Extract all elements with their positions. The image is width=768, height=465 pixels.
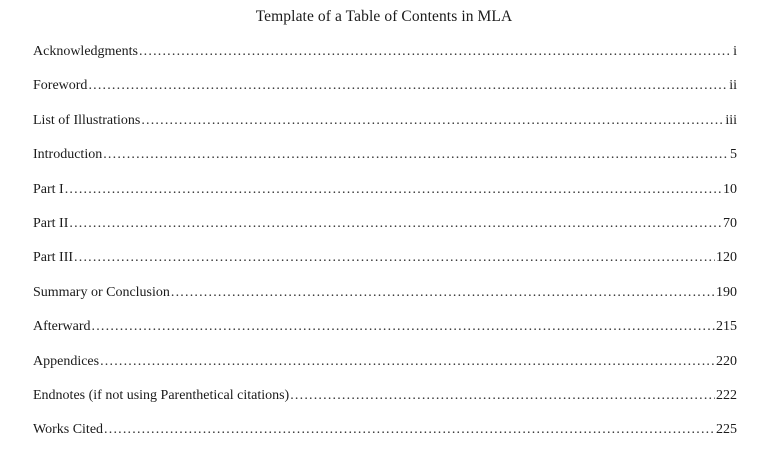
toc-entry-page: 190 xyxy=(716,284,737,300)
toc-entry-label: Afterward xyxy=(33,319,91,335)
toc-entry-label: Acknowledgments xyxy=(33,44,138,59)
toc-entry-page: iii xyxy=(725,112,737,128)
dot-leader xyxy=(171,283,715,303)
toc-entry-page: 5 xyxy=(730,147,737,163)
table-of-contents xyxy=(33,42,737,455)
toc-entry-label: Introduction xyxy=(33,147,103,163)
toc-entry-label: Part III xyxy=(33,250,74,266)
toc-entry-introduction xyxy=(33,145,737,179)
dot-leader xyxy=(88,76,728,96)
toc-entry-label: Endnotes (if not using Parenthetical citations) xyxy=(33,387,290,403)
toc-entry-label: Part I xyxy=(33,181,64,197)
toc-entry-works-cited xyxy=(33,420,737,454)
toc-entry-part-1 xyxy=(33,180,737,214)
toc-entry-label: Summary or Conclusion xyxy=(33,284,170,300)
toc-entry-page: 120 xyxy=(716,250,737,266)
dot-leader xyxy=(92,317,715,337)
toc-entry-label: Foreword xyxy=(33,78,88,94)
toc-entry-foreword xyxy=(33,76,737,110)
toc-entry-page: 225 xyxy=(716,422,737,438)
toc-entry-label: Works Cited xyxy=(33,422,104,438)
toc-entry-part-3 xyxy=(33,248,737,282)
toc-entry-part-2 xyxy=(33,214,737,248)
toc-entry-label: List of Illustrations xyxy=(33,112,141,128)
dot-leader xyxy=(69,214,722,234)
dot-leader xyxy=(74,248,715,268)
toc-entry-label: Part II xyxy=(33,215,69,231)
toc-entry-label: Appendices xyxy=(33,353,100,369)
toc-entry-page: ii xyxy=(729,78,737,94)
toc-entry-page: 70 xyxy=(723,215,737,231)
toc-entry-page: 222 xyxy=(716,387,737,403)
toc-entry-summary-or-conclusion xyxy=(33,283,737,317)
toc-entry-acknowledgments xyxy=(33,42,737,76)
toc-entry-page: 10 xyxy=(723,181,737,197)
toc-entry-list-of-illustrations xyxy=(33,111,737,145)
toc-entry-page: 215 xyxy=(716,319,737,335)
dot-leader xyxy=(139,42,732,62)
dot-leader xyxy=(141,111,724,131)
dot-leader xyxy=(103,145,729,165)
dot-leader xyxy=(100,352,715,372)
toc-entry-endnotes xyxy=(33,386,737,420)
toc-entry-afterward xyxy=(33,317,737,351)
dot-leader xyxy=(104,420,715,440)
toc-entry-page: 220 xyxy=(716,353,737,369)
dot-leader xyxy=(290,386,715,406)
toc-entry-page: i xyxy=(733,44,737,59)
dot-leader xyxy=(65,180,722,200)
toc-entry-appendices xyxy=(33,352,737,386)
document-title: Template of a Table of Contents in MLA xyxy=(255,8,513,25)
